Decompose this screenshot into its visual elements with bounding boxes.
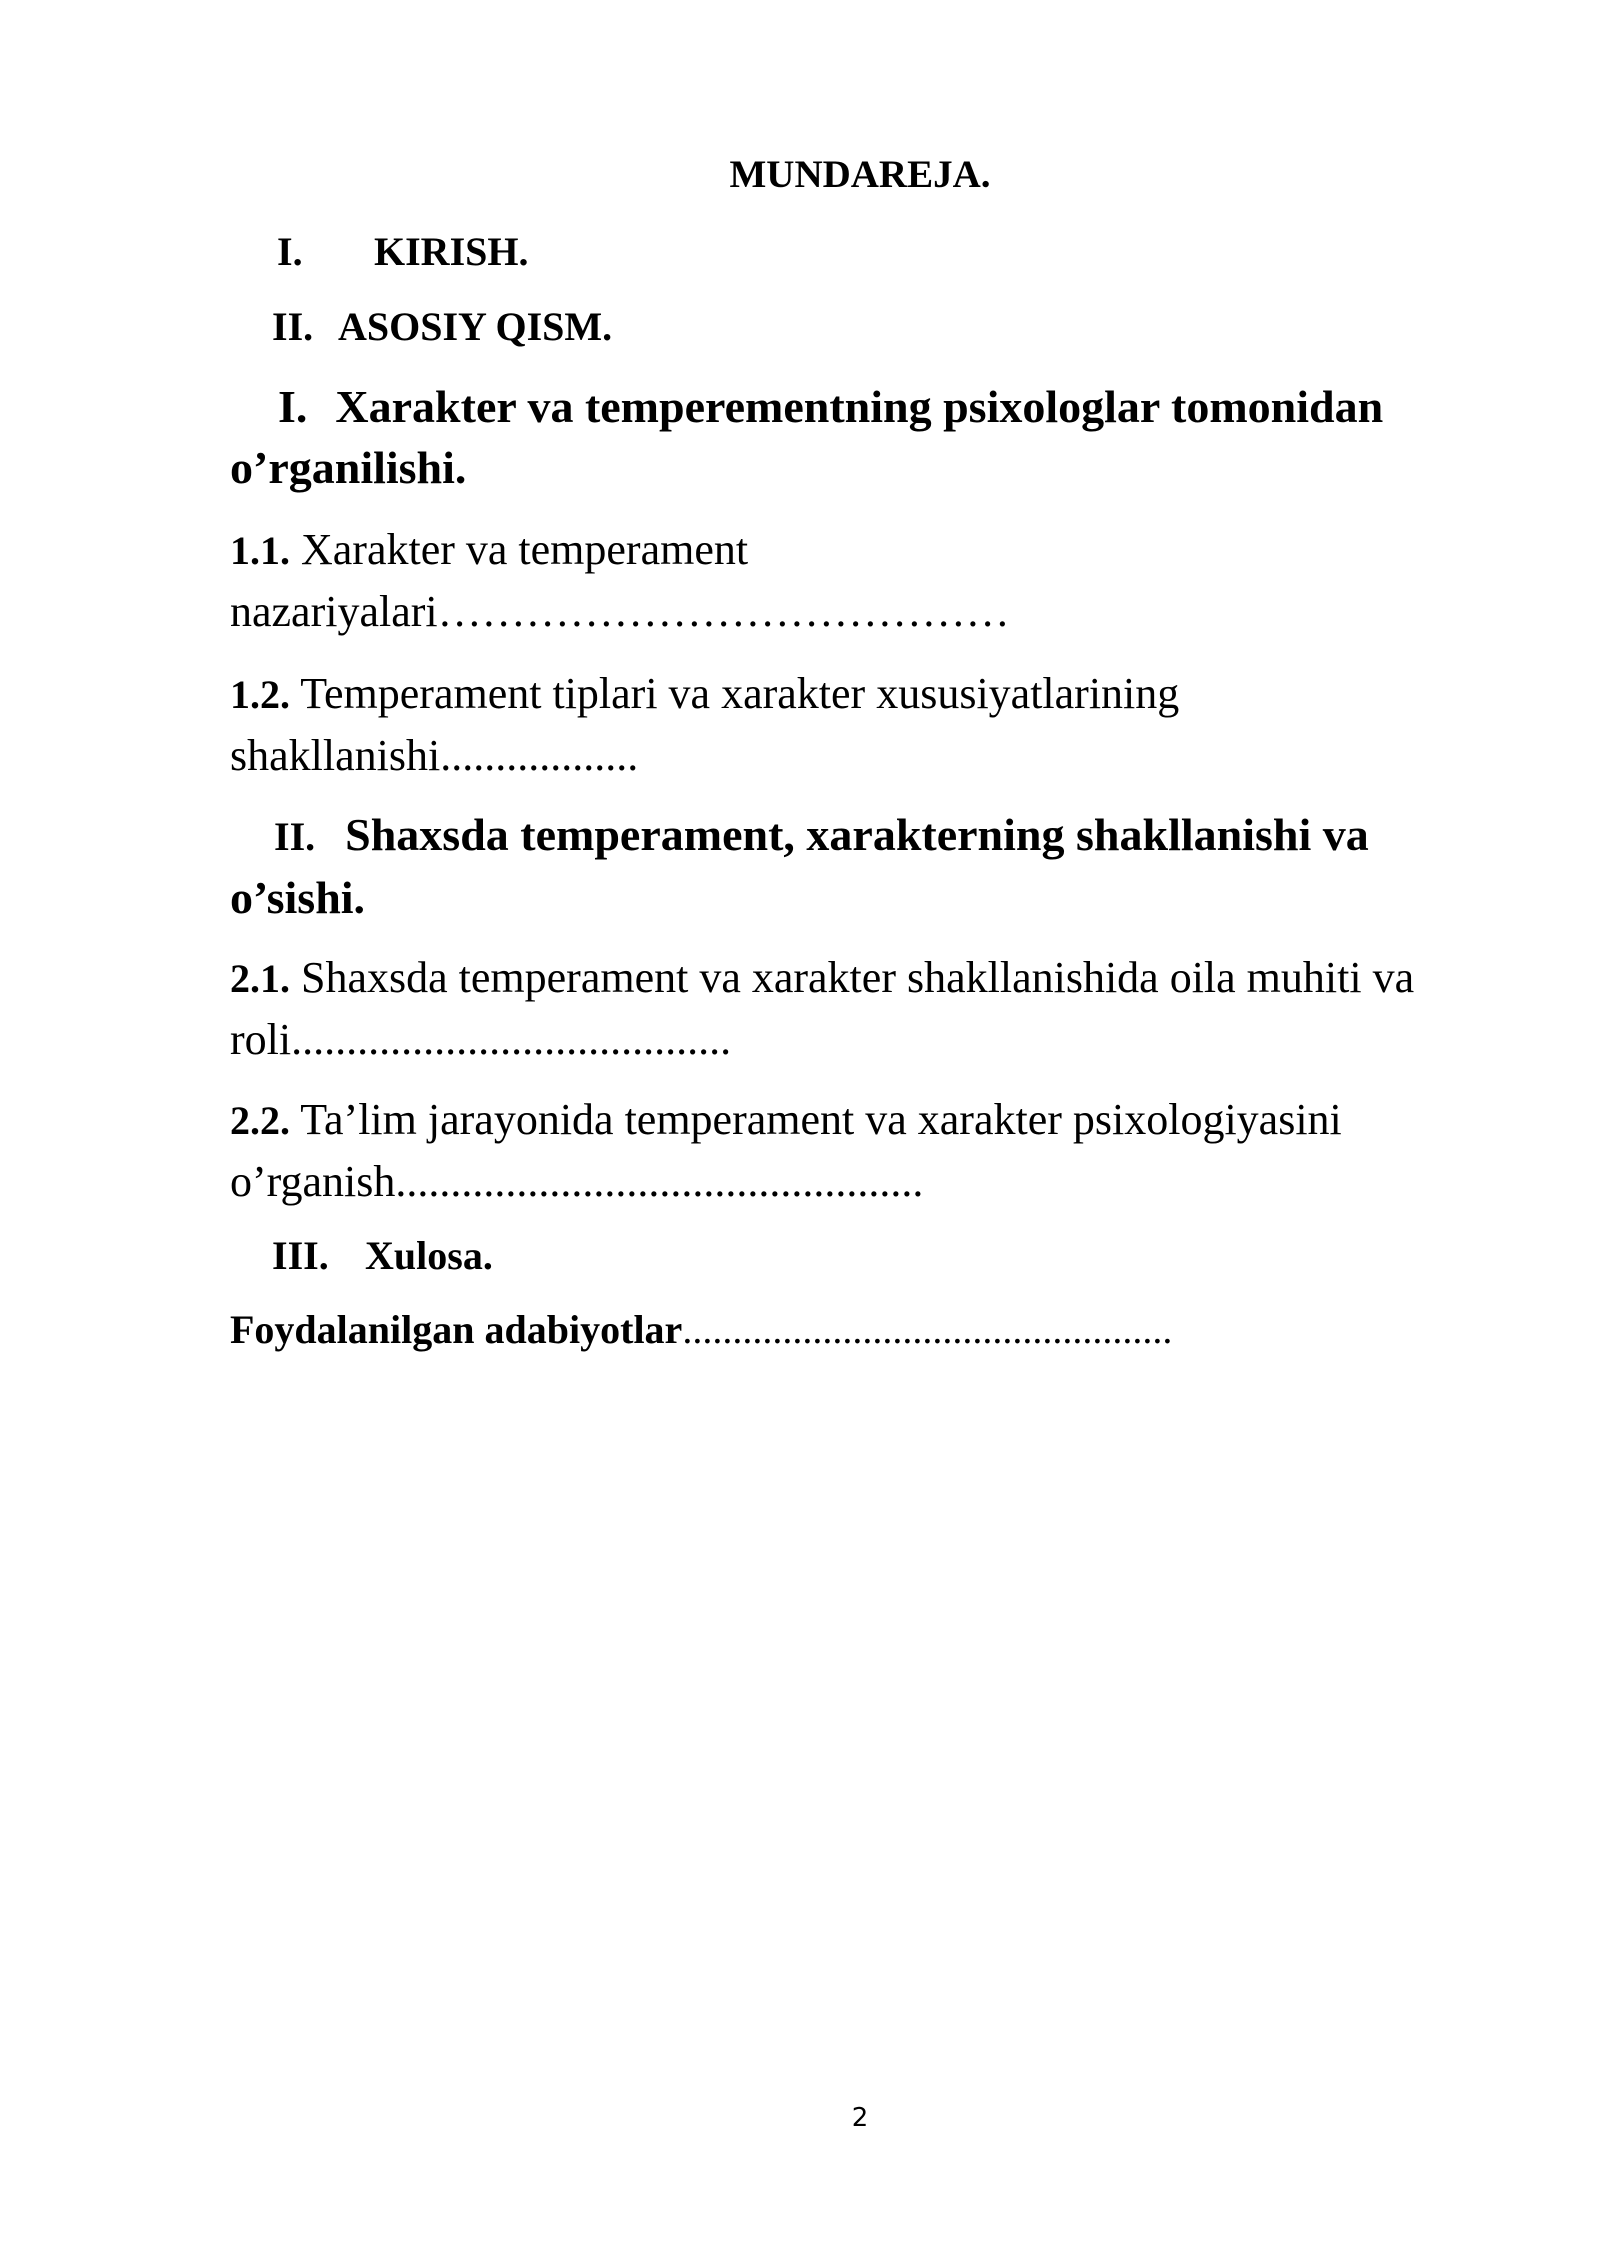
conclusion-heading: Xulosa. (365, 1233, 493, 1278)
main-part-heading: ASOSIY QISM. (338, 304, 613, 349)
entry-number: 2.1. (230, 956, 290, 1001)
entry-text: Xarakter va temperament nazariyalari………………………………… (230, 525, 1010, 636)
references-label: Foydalanilgan adabiyotlar (230, 1307, 683, 1352)
conclusion-number: III. (272, 1233, 329, 1278)
chapter-title: Xarakter va temperementning psixologlar tomonidan o’rganilishi. (230, 381, 1384, 493)
chapter-title: Shaxsda temperament, xarakterning shakllanishi va o’sishi. (230, 809, 1369, 923)
entry-number: 1.2. (230, 672, 290, 717)
references-dots: ................................................. (682, 1307, 1173, 1352)
entry-text: Ta’lim jarayonida temperament va xarakter psixologiyasini o’rganish................................................ (230, 1095, 1342, 1206)
toc-entry[interactable] (230, 947, 1490, 1070)
intro-number: I. (277, 229, 303, 274)
intro-heading: KIRISH. (374, 229, 529, 274)
page-title: MUNDAREJA. (729, 153, 991, 196)
references-entry[interactable] (230, 1306, 1172, 1353)
chapter-heading (230, 376, 1480, 498)
entry-text: Shaxsda temperament va xarakter shakllanishida oila muhiti va roli........................................ (230, 953, 1415, 1064)
chapter-number: I. (278, 381, 308, 432)
chapter-heading (230, 804, 1480, 928)
entry-number: 2.2. (230, 1098, 290, 1143)
main-part-number: II. (272, 304, 314, 349)
toc-entry[interactable] (230, 663, 1490, 786)
entry-text: Temperament tiplari va xarakter xususiyatlarining shakllanishi.................. (230, 669, 1180, 780)
entry-number: 1.1. (230, 528, 290, 573)
page-number: 2 (851, 2103, 869, 2133)
toc-entry[interactable] (230, 519, 1150, 642)
toc-entry[interactable] (230, 1089, 1490, 1212)
chapter-number: II. (274, 814, 316, 859)
